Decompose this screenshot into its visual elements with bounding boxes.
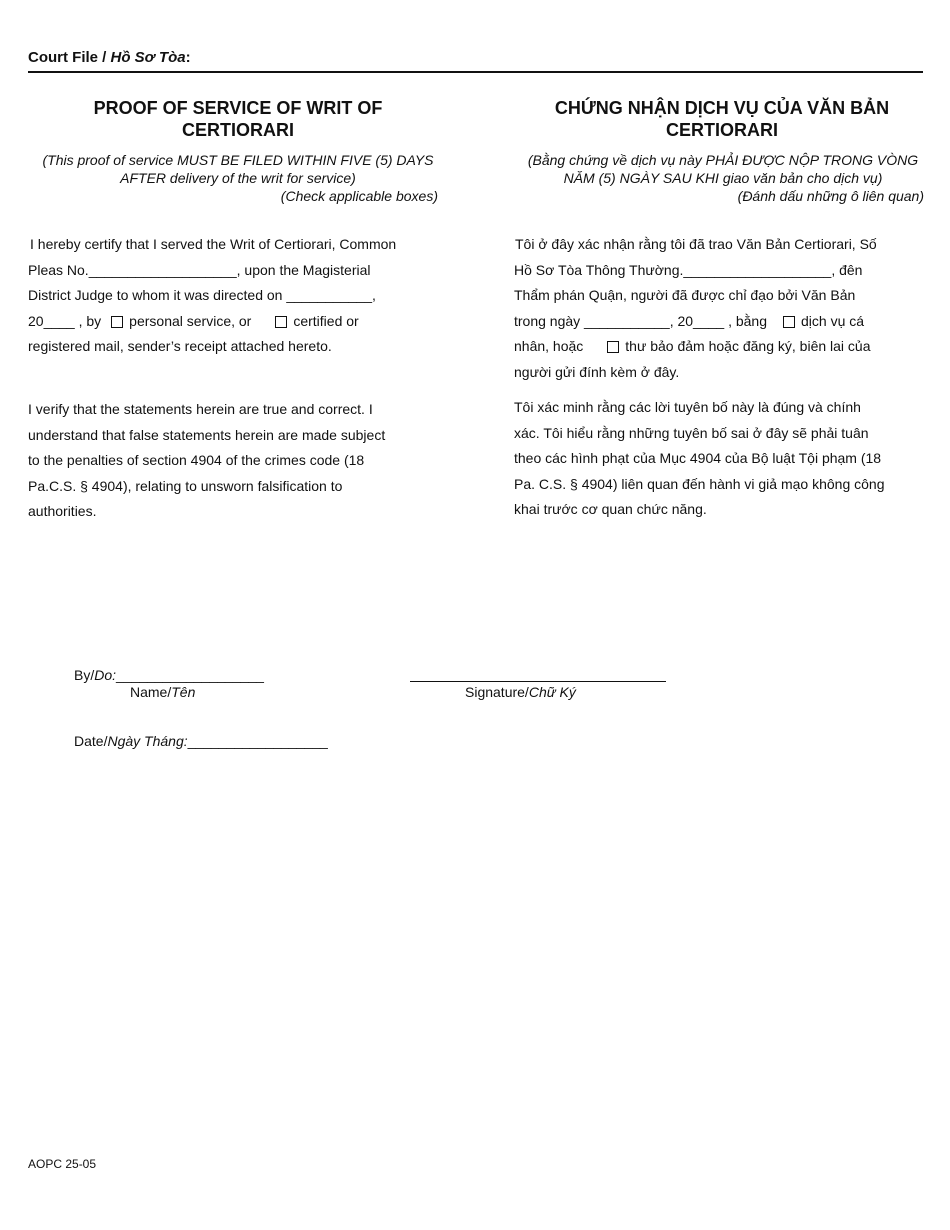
signature-caption	[465, 684, 576, 701]
vietnamese-p1-line5	[514, 334, 934, 360]
vietnamese-sub-line3: (Đánh dấu những ô liên quan)	[737, 188, 924, 204]
vietnamese-sub-line1: (Bằng chứng về dịch vụ này PHẢI ĐƯỢC NỘP TRONG VÒNG	[527, 152, 919, 168]
english-p1-line3: District Judge to whom it was directed on ___________,	[28, 287, 376, 303]
court-file-colon: :	[185, 49, 191, 66]
signature-label-vi: Chữ Ký	[528, 684, 576, 700]
vietnamese-p2-line2: xác. Tôi hiểu rằng những tuyên bố sai ở đây sẽ phải tuân	[514, 424, 869, 441]
english-sub-line2: AFTER delivery of the writ for service)	[120, 170, 356, 186]
english-p1-line4	[28, 309, 448, 335]
vietnamese-title-line2: CERTIORARI	[666, 120, 778, 140]
vietnamese-title-line1: CHỨNG NHẬN DỊCH VỤ CỦA VĂN BẢN	[554, 98, 890, 118]
by-label-vi: Do:	[94, 667, 117, 683]
vietnamese-p1-line3: Thẩm phán Quận, người đã được chỉ đạo bởi Văn Bản	[514, 287, 856, 303]
certified-mail-label-vi: thư bảo đảm hoặc đăng ký, biên lai của	[625, 338, 871, 354]
vietnamese-or-label: nhân, hoặc	[514, 338, 584, 354]
court-file-vi: Hồ Sơ Tòa	[110, 49, 186, 66]
certified-mail-checkbox-vi[interactable]	[607, 341, 619, 353]
court-file-label	[28, 49, 191, 66]
signature-label: Signature/	[465, 684, 529, 700]
header-rule	[28, 71, 923, 73]
english-sub-line3: (Check applicable boxes)	[280, 188, 438, 204]
date-label: Date/	[74, 733, 108, 749]
english-verify-paragraph	[28, 397, 448, 525]
vietnamese-p2-line5: khai trước cơ quan chức năng.	[514, 501, 707, 517]
form-code: AOPC 25-05	[28, 1157, 97, 1171]
date-blank: __________________	[187, 733, 328, 749]
date-label-vi: Ngày Tháng:	[107, 733, 188, 749]
english-p1-line1: I hereby certify that I served the Writ of Certiorari, Common	[30, 236, 397, 252]
vietnamese-date-by: trong ngày ___________, 20____ , bằng	[514, 312, 768, 329]
court-file-en: Court File /	[28, 49, 111, 66]
english-p1-line5: registered mail, sender’s receipt attached hereto.	[28, 338, 332, 354]
vietnamese-sub-line2: NĂM (5) NGÀY SAU KHI giao văn bản cho dịch vụ)	[563, 170, 883, 186]
name-label: Name/	[130, 684, 172, 700]
vietnamese-p2-line1: Tôi xác minh rằng các lời tuyên bố này là đúng và chính	[514, 399, 861, 415]
signature-line[interactable]	[410, 681, 666, 682]
english-p2-line5: authorities.	[28, 503, 97, 519]
english-title-line2: CERTIORARI	[182, 120, 294, 140]
english-subtitle	[28, 151, 448, 205]
english-year-by: 20____ , by	[28, 312, 102, 329]
by-label: By/	[74, 667, 95, 683]
personal-service-label: personal service, or	[129, 312, 252, 329]
certified-mail-checkbox[interactable]	[275, 316, 287, 328]
english-p2-line2: understand that false statements herein are made subject	[28, 426, 386, 443]
english-title	[28, 97, 448, 141]
personal-service-checkbox-vi[interactable]	[783, 316, 795, 328]
vietnamese-p1-line4	[514, 309, 934, 335]
personal-service-label-vi: dịch vụ cá	[801, 312, 865, 329]
english-certify-paragraph	[28, 232, 448, 360]
vietnamese-p1-line1: Tôi ở đây xác nhận rằng tôi đã trao Văn Bản Certiorari, Số	[515, 236, 877, 252]
english-title-line1: PROOF OF SERVICE OF WRIT OF	[93, 98, 383, 118]
vietnamese-certify-paragraph	[514, 232, 934, 385]
date-field[interactable]	[74, 733, 328, 750]
vietnamese-p2-line3: theo các hình phạt của Mục 4904 của Bộ luật Tội phạm (18	[514, 450, 882, 466]
name-caption	[130, 684, 195, 701]
english-p2-line1: I verify that the statements herein are true and correct. I	[28, 401, 373, 417]
vietnamese-subtitle	[508, 151, 938, 205]
english-p2-line4: Pa.C.S. § 4904), relating to unsworn falsification to	[28, 477, 343, 494]
vietnamese-p1-line2: Hồ Sơ Tòa Thông Thường.___________________, đên	[514, 261, 863, 278]
personal-service-checkbox[interactable]	[111, 316, 123, 328]
vietnamese-title	[512, 97, 932, 141]
name-label-vi: Tên	[171, 684, 196, 700]
by-name-field[interactable]	[74, 667, 264, 684]
vietnamese-p2-line4: Pa. C.S. § 4904) liên quan đến hành vi giả mạo không công	[514, 475, 885, 492]
english-p2-line3: to the penalties of section 4904 of the crimes code (18	[28, 452, 365, 468]
vietnamese-verify-paragraph	[514, 395, 934, 523]
english-p1-line2: Pleas No.___________________, upon the Magisterial	[28, 261, 371, 278]
vietnamese-p1-line6: người gửi đính kèm ở đây.	[514, 363, 680, 380]
certified-mail-label: certified or	[293, 312, 359, 329]
by-blank: ___________________	[116, 667, 264, 683]
english-sub-line1: (This proof of service MUST BE FILED WITHIN FIVE (5) DAYS	[42, 152, 434, 168]
